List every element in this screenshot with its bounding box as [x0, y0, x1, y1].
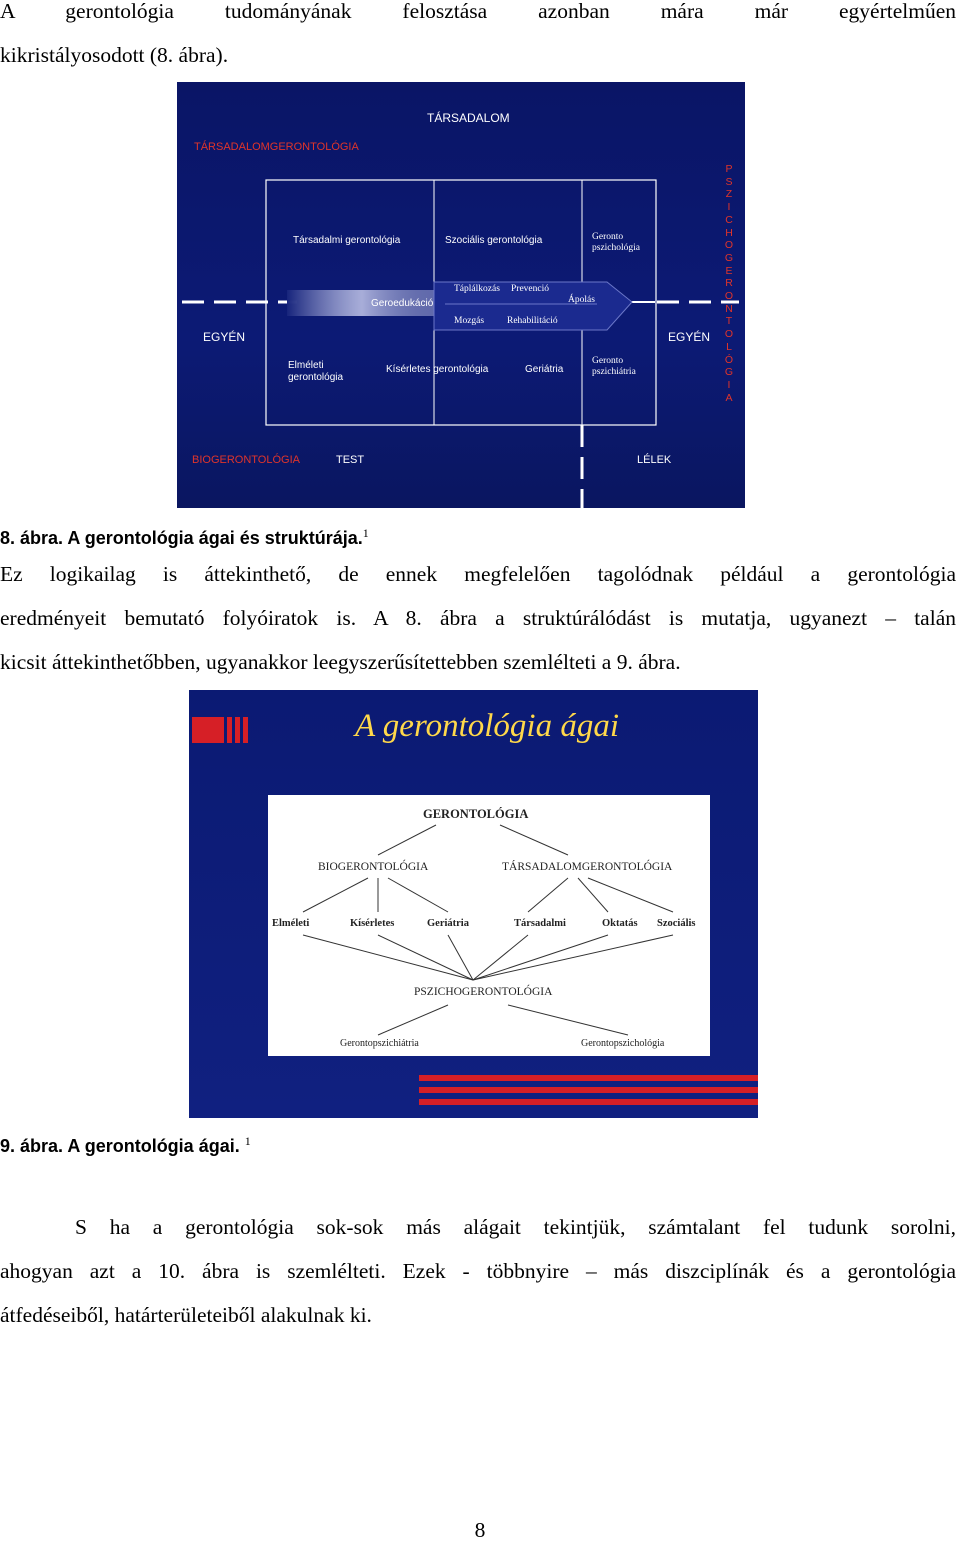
- tree-leaf-oktatas: Oktatás: [602, 918, 638, 929]
- intro-paragraph: [0, 0, 956, 77]
- middle-line-2: eredményeit bemutató folyóiratok is. A 8. ábra a struktúrálódást is mutatja, ugyanezt – talán: [0, 606, 956, 630]
- middle-line-1: Ez logikailag is áttekinthető, de ennek megfelelően tagolódnak például a gerontológia: [0, 562, 956, 586]
- fig8-right-egyen: EGYÉN: [668, 330, 711, 344]
- page-number: 8: [474, 1518, 486, 1542]
- intro-line-1: A gerontológia tudományának felosztása azonban mára már egyértelműen: [0, 0, 956, 23]
- fig8-tarsadalmi: Társadalmi gerontológia: [293, 235, 401, 246]
- final-paragraph: [0, 1205, 956, 1337]
- tree-root: GERONTOLÓGIA: [423, 807, 529, 821]
- tree-panel: [268, 795, 710, 1056]
- tree-leaf-kiserletes: Kísérletes: [350, 918, 395, 929]
- fig8-geronto-pszichiatria: Geronto pszichiátria: [592, 356, 636, 377]
- tree-leaf-szocialis: Szociális: [657, 918, 696, 929]
- caption-figure-8: 8. ábra. A gerontológia ágai és struktúrája.$^1$: [0, 526, 369, 548]
- slide-title: A gerontológia ágai: [355, 708, 619, 744]
- figure-8-structure-diagram: [177, 82, 745, 508]
- slide-stripe-1: [419, 1075, 758, 1081]
- middle-paragraph: [0, 552, 956, 684]
- fig8-top-label: TÁRSADALOM: [427, 111, 510, 125]
- fig8-geroedukacio: Geroedukáció: [371, 298, 434, 309]
- middle-line-3: kicsit áttekinthetőbben, ugyanakkor leegyszerűsítettebben szemlélteti a 9. ábra.: [0, 650, 681, 674]
- tree-psycho: PSZICHOGERONTOLÓGIA: [414, 986, 553, 998]
- figure-9-branches-slide: [189, 690, 758, 1118]
- fig8-geronto-pszichologia: Geronto pszichológia: [592, 232, 641, 253]
- tree-psycho-leaf-pszichiatria: Gerontopszichiátria: [340, 1038, 419, 1049]
- fig8-bio-label: BIOGERONTOLÓGIA: [192, 454, 300, 466]
- final-line-1: S ha a gerontológia sok-sok más alágait tekintjük, számtalant fel tudunk sorolni,: [75, 1215, 956, 1239]
- fig8-rehabilitacio: Rehabilitáció: [507, 316, 558, 326]
- fig8-test-label: TEST: [336, 454, 365, 466]
- fig8-geriatria: Geriátria: [525, 364, 564, 375]
- fig8-prevencio: Prevenció: [511, 284, 549, 294]
- tree-bio: BIOGERONTOLÓGIA: [318, 861, 429, 873]
- fig8-left-egyen: EGYÉN: [203, 330, 246, 344]
- final-line-2: ahogyan azt a 10. ábra is szemlélteti. Ezek - többnyire – más diszciplínák és a gerontológia: [0, 1259, 956, 1283]
- caption-figure-9: 9. ábra. A gerontológia ágai. $^1$: [0, 1134, 251, 1156]
- fig8-szocialis: Szociális gerontológia: [445, 235, 543, 246]
- tree-lines: [268, 795, 710, 1056]
- tree-leaf-elmeleti: Elméleti: [272, 918, 310, 929]
- fig8-taplalkozas: Táplálkozás: [454, 284, 500, 294]
- fig8-elmeleti: Elméleti gerontológia: [288, 360, 344, 383]
- fig8-apolas: Ápolás: [568, 295, 595, 305]
- fig8-kiserletes: Kísérletes gerontológia: [386, 364, 489, 375]
- slide-stripe-2: [419, 1087, 758, 1093]
- tree-leaf-tarsadalmi: Társadalmi: [514, 918, 566, 929]
- intro-line-2: kikristályosodott (8. ábra).: [0, 43, 229, 67]
- fig8-mozgas: Mozgás: [454, 316, 485, 326]
- tree-leaf-geriatria: Geriátria: [427, 918, 469, 929]
- tree-psycho-leaf-pszichologia: Gerontopszichológia: [581, 1038, 665, 1049]
- tree-social: TÁRSADALOMGERONTOLÓGIA: [502, 861, 673, 873]
- slide-stripe-3: [419, 1099, 758, 1105]
- fig8-lelek-label: LÉLEK: [637, 454, 672, 466]
- slide-logo: [192, 717, 250, 743]
- fig8-vertical-pszichogerontologia: P S Z I C H O G E R O N T O L Ó G I A: [724, 163, 734, 404]
- final-line-3: átfedéseiből, határterületeiből alakulnak ki.: [0, 1303, 372, 1327]
- fig8-social-label: TÁRSADALOMGERONTOLÓGIA: [194, 141, 359, 153]
